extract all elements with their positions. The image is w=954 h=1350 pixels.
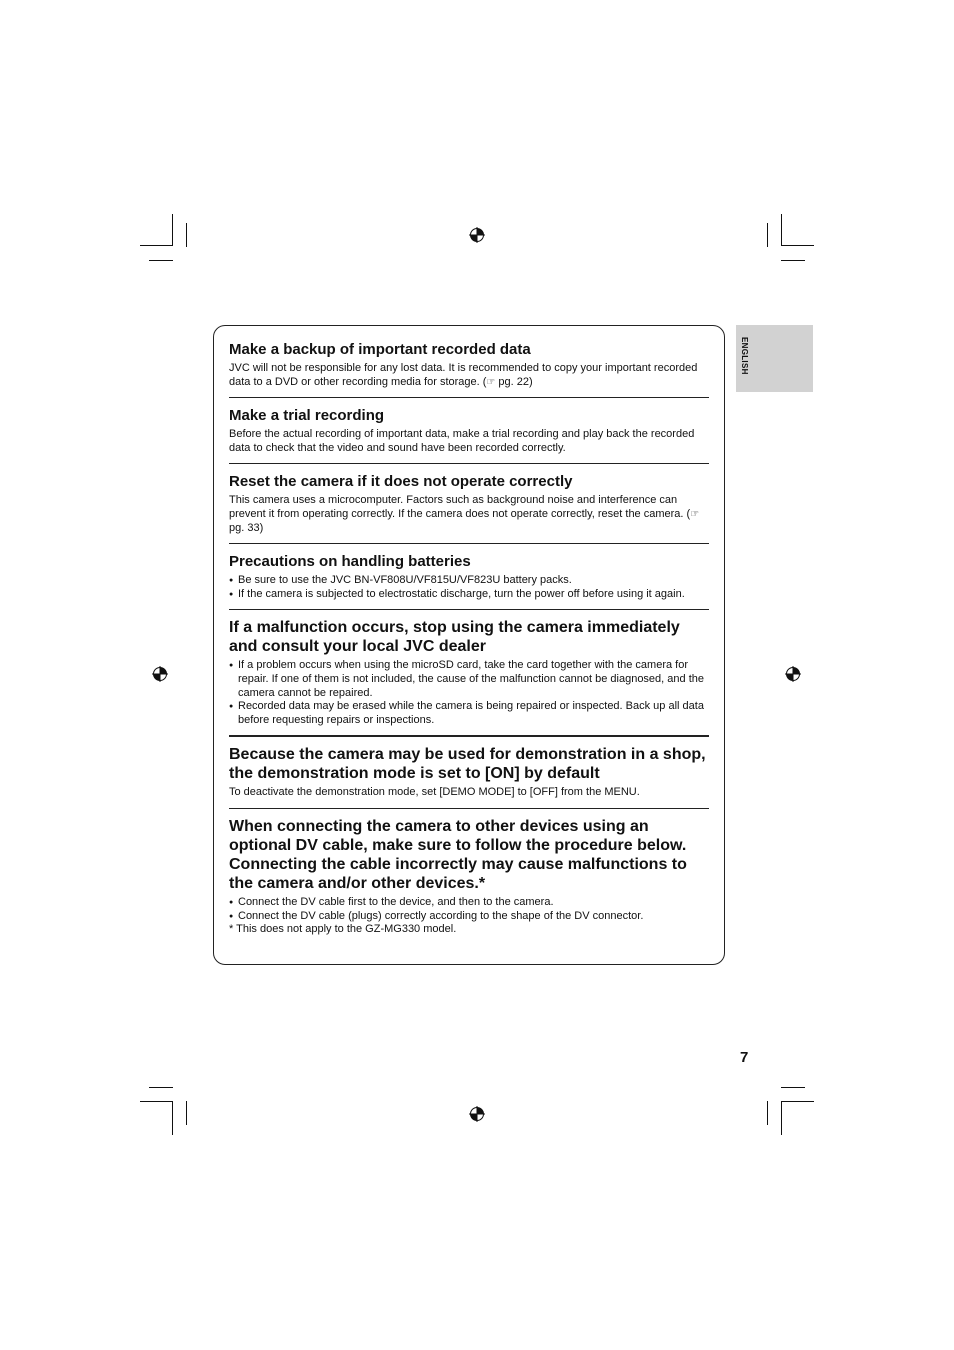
list-item: ● Connect the DV cable (plugs) correctly according to the shape of the DV connector. xyxy=(229,910,709,924)
section-batteries xyxy=(229,552,709,610)
section-demo-mode xyxy=(229,745,709,809)
section-backup xyxy=(229,340,709,398)
list-item: ● Be sure to use the JVC BN-VF808U/VF815U/VF823U battery packs. xyxy=(229,574,709,588)
section-title: Make a trial recording xyxy=(229,407,385,425)
section-body: Before the actual recording of important data, make a trial recording and play back the recorded data to check that the video and sound have been recorded correctly. xyxy=(229,428,695,454)
section-dv-cable xyxy=(229,817,709,945)
notes-panel xyxy=(213,325,725,965)
language-tab-label: ENGLISH xyxy=(740,337,749,375)
registration-mark-icon xyxy=(785,666,801,682)
section-title: If a malfunction occurs, stop using the camera immediately and consult your local JVC dealer xyxy=(229,619,680,656)
section-reset xyxy=(229,472,709,544)
section-malfunction xyxy=(229,618,709,737)
section-title: Because the camera may be used for demonstration in a shop, the demonstration mode is set to [ON] by default xyxy=(229,746,706,783)
language-tab xyxy=(736,325,813,392)
pointing-hand-icon: ☞ xyxy=(690,508,700,520)
registration-mark-icon xyxy=(469,227,485,243)
section-title: Make a backup of important recorded data xyxy=(229,341,531,358)
bullet-list xyxy=(229,896,709,923)
section-trial-recording xyxy=(229,406,709,464)
section-title: Precautions on handling batteries xyxy=(229,553,471,571)
bullet-list xyxy=(229,574,709,601)
registration-mark-icon xyxy=(152,666,168,682)
pointing-hand-icon: ☞ xyxy=(486,376,496,388)
section-title: Reset the camera if it does not operate correctly xyxy=(229,473,573,491)
page-number: 7 xyxy=(740,1049,749,1066)
section-body: This camera uses a microcomputer. Factors such as background noise and interference can prevent it from operating correctly. If the camera does not operate correctly, reset the camera. (☞ pg. 33) xyxy=(229,494,700,534)
list-item: ● If a problem occurs when using the microSD card, take the card together with the camera for repair. If one of them is not included, the cause of the malfunction cannot be diagnosed, and the camera cannot be repaired. xyxy=(229,659,709,700)
list-item: ● Recorded data may be erased while the camera is being repaired or inspected. Back up all data before requesting repairs or inspections. xyxy=(229,700,709,727)
footnote: * This does not apply to the GZ-MG330 model. xyxy=(229,923,457,936)
list-item: ● If the camera is subjected to electrostatic discharge, turn the power off before using it again. xyxy=(229,588,709,602)
section-body: JVC will not be responsible for any lost data. It is recommended to copy your important recorded data to a DVD or other recording media for storage. (☞ pg. 22) xyxy=(229,362,698,388)
bullet-list xyxy=(229,659,709,727)
section-body: To deactivate the demonstration mode, set [DEMO MODE] to [OFF] from the MENU. xyxy=(229,786,640,799)
section-title: When connecting the camera to other devices using an optional DV cable, make sure to follow the procedure below. Connecting the cable incorrectly may cause malfunctions to the camera and/or other devices.* xyxy=(229,817,687,892)
list-item: ● Connect the DV cable first to the device, and then to the camera. xyxy=(229,896,709,910)
registration-mark-icon xyxy=(469,1106,485,1122)
